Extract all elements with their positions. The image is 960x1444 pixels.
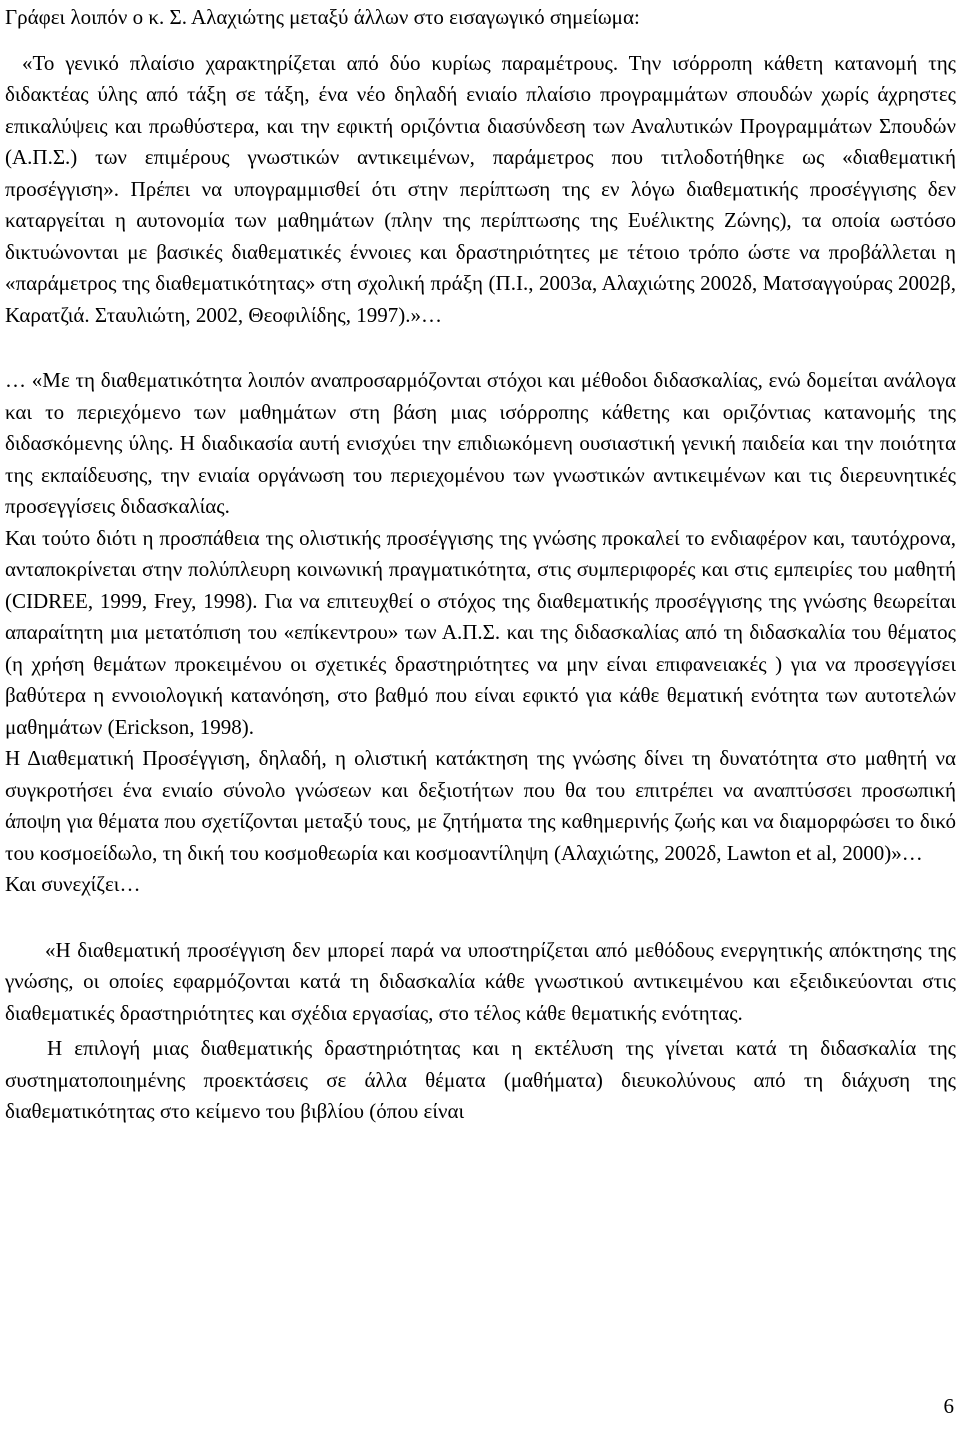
page-number: 6 [943, 1394, 954, 1418]
continues-line: Και συνεχίζει… [5, 872, 141, 896]
paragraph-holistic-approach: Και τούτο διότι η προσπάθεια της ολιστικής προσέγγισης της γνώσης προκαλεί το ενδιαφέρον και, ταυτόχρονα, ανταποκρίνεται στην πολύπλευρη κοινωνική πραγματικότητα, στις συμπεριφορές και στις εμπειρίες του μαθητή (CIDREE, 1999, Frey, 1998). Για να επιτευχθεί ο στόχος της διαθεματικής προσέγγισης της γνώσης θεωρείται απαραίτητη μια μετατόπιση του «επίκεντρου» των Α.Π.Σ. και της διδασκαλίας από τη διδασκαλία του θέματος (η χρήση θεμάτων προκειμένου οι σχετικές δραστηριότητες να μην είναι επιφανειακές ) για να προσεγγίσει βαθύτερα η εννοιολογική κατανόηση, στο βαθμό που είναι εφικτό για κάθε θεματική ενότητα των αυτοτελών μαθημάτων (Erickson, 1998). [5, 525, 956, 739]
quote-paragraph-framework: «Το γενικό πλαίσιο χαρακτηρίζεται από δύο κυρίως παραμέτρους. Την ισόρροπη κάθετη κατανομή της διδακτέας ύλης από τάξη σε τάξη, ένα νέο δηλαδή ενιαίο πλαίσιο προγραμμάτων σπουδών χωρίς άχρηστες επικαλύψεις και πρωθύστερα, και την εφικτή οριζόντια διασύνδεση των Αναλυτικών Προγραμμάτων Σπουδών (Α.Π.Σ.) των επιμέρους γνωστικών αντικειμένων, παράμετρος που τιτλοδοτήθηκε ως «διαθεματική προσέγγιση». Πρέπει να υπογραμμισθεί ότι στην περίπτωση της εν λόγω διαθεματικής προσέγγισης δεν καταργείται η αυτονομία των μαθημάτων (πλην της περίπτωσης της Ευέλικτης Ζώνης), τα οποία ωστόσο δικτυώνονται με βασικές διαθεματικές έννοιες και δραστηριότητες με τέτοιο τρόπο ώστε να προβάλλεται η «παράμετρος της διαθεματικότητας» στη σχολική πράξη (Π.Ι., 2003α, Αλαχιώτης 2002δ, Ματσαγγούρας 2002β, Καρατζιά. Σταυλιώτη, 2002, Θεοφιλίδης, 1997).»… [5, 50, 956, 327]
paragraph-cross-thematic-definition: Η Διαθεματική Προσέγγιση, δηλαδή, η ολιστική κατάκτηση της γνώσης δίνει τη δυνατότητα στο μαθητή να συγκροτήσει ένα ενιαίο σύνολο γνώσεων και δεξιοτήτων που θα του επιτρέπει να αναπτύσσει προσωπική άποψη για θέματα που σχετίζονται μεταξύ τους, με ζητήματα της καθημερινής ζωής και να διαμορφώσει το δικό του κοσμοείδωλο, τη δική του κοσμοθεωρία και κοσμοαντίληψη (Αλαχιώτης, 2002δ, Lawton et al, 2000)»… [5, 746, 956, 865]
paragraph-activity-selection: Η επιλογή μιας διαθεματικής δραστηριότητας και η εκτέλυση της γίνεται κατά τη διδασκαλία της συστηματοποιημένης προεκτάσεις σε άλλα θέματα (μαθήματα) διευκολύνους από τη διάχυση της διαθεματικότητας στο κείμενο του βιβλίου (όπου είναι [5, 1036, 956, 1123]
intro-sentence: Γράφει λοιπόν ο κ. Σ. Αλαχιώτης μεταξύ άλλων στο εισαγωγικό σημείωμα: [5, 5, 640, 29]
quote-paragraph-cross-thematic: … «Με τη διαθεματικότητα λοιπόν αναπροσαρμόζονται στόχοι και μέθοδοι διδασκαλίας, ενώ δομείται ανάλογα και το περιεχόμενο των μαθημάτων στη βάση μιας ισόρροπης κάθετης και οριζόντιας κατανομής της διδασκόμενης ύλης. Η διαδικασία αυτή ενισχύει την επιδιωκόμενη ουσιαστική γενική παιδεία και την ποιότητα της εκπαίδευσης, την ενιαία οργάνωση του περιεχομένου των γνωστικών αντικειμένων και τις διερευνητικές προσεγγίσεις διδασκαλίας. [5, 368, 956, 518]
quote-paragraph-methods: «Η διαθεματική προσέγγιση δεν μπορεί παρά να υποστηρίζεται από μεθόδους ενεργητικής απόκτησης της γνώσης, οι οποίες εφαρμόζονται κατά τη διδασκαλία κάθε γνωστικού αντικειμένου και εξειδικεύονται στις διαθεματικές δραστηριότητες και σχέδια εργασίας, στο τέλος κάθε θεματικής ενότητας. [5, 937, 956, 1025]
page-body [5, 0, 956, 1128]
